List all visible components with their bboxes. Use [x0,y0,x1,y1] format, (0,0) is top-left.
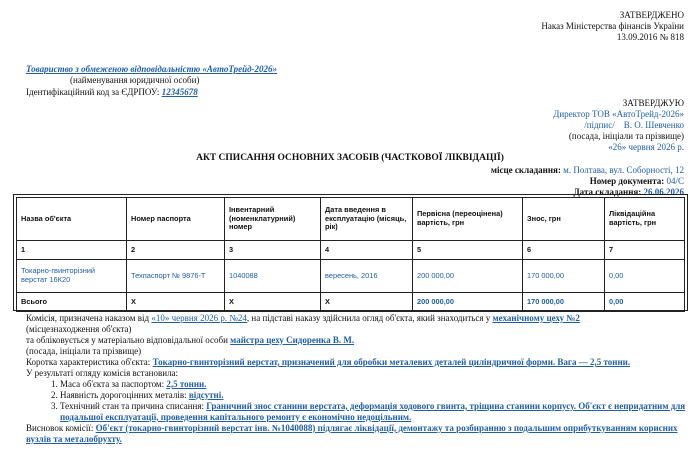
col-number: 4 [321,241,413,260]
approved-order-date: 13.09.2016 № 818 [616,31,684,42]
confirm-block [424,98,684,153]
edrpou-value: 12345678 [161,86,198,97]
finding-value: 2,5 тонни. [166,378,207,389]
confirm-heading: ЗАТВЕРДЖУЮ [622,98,684,108]
confirm-signature-line [424,120,684,131]
confirm-position: Директор ТОВ «АвтоТрейд-2026» [553,108,684,119]
meta-docnum [424,176,684,187]
col-number: 2 [127,241,225,260]
cell-passport: Техпаспорт № 9876-Т [127,260,225,293]
total-inventory: Х [225,293,321,312]
total-liquidation: 0,00 [605,293,685,312]
approved-heading: ЗАТВЕРДЖЕНО [619,10,684,20]
col-number: 5 [413,241,523,260]
characteristic-line [26,357,686,368]
finding-value: відсутні. [188,389,224,400]
table-total-row [17,293,685,312]
organization-name-caption: (найменування юридичної особи) [70,75,200,86]
location-caption: (місцезнаходження об'єкта) [26,323,132,334]
cell-inventory: 1040088 [225,260,321,293]
total-passport: Х [127,293,225,312]
edrpou-label: Ідентифікаційний код за ЄДРПОУ: [26,86,160,97]
meta-place [424,165,684,176]
person-caption: (посада, ініціали та прізвище) [26,345,142,356]
organization-block [26,64,386,98]
conclusion-line [26,423,686,445]
confirm-signer: В. О. Шевченко [623,119,684,130]
header-object-name: Назва об'єкта [17,198,127,241]
list-item [60,401,686,423]
cell-commission-date: вересень, 2016 [321,260,413,293]
meta-date-label: Дата складання: [573,186,642,197]
total-initial-value: 200 000,00 [413,293,523,312]
cell-liquidation: 0,00 [605,260,685,293]
header-inventory: Інвентарний (номенклатурний) номер [225,198,321,241]
header-passport: Номер паспорта [127,198,225,241]
assets-table [16,197,685,312]
findings-list [26,379,686,423]
total-label: Всього [17,293,127,312]
table-row [17,260,685,293]
cell-depreciation: 170 000,00 [523,260,605,293]
meta-docnum-label: Номер документа: [589,175,665,186]
conclusion-label: Висновок комісії: [26,422,94,433]
characteristic-label: Коротка характеристика об'єкта: [26,356,151,367]
list-item [60,390,686,401]
meta-place-value: м. Полтава, вул. Соборності, 12 [563,165,684,175]
meta-place-label: місце складання: [490,165,561,175]
edrpou-line [26,87,386,98]
confirm-date: «26» червня 2026 р. [608,141,684,152]
responsible-label: та обліковується у матеріально відповідальної особи [26,334,228,345]
responsible-line [26,335,686,346]
meta-date-value: 26.06.2026 [643,186,684,197]
characteristic-value: Токарно-гвинторізний верстат, призначений для обробки металевих деталей циліндричної форми. Вага — 2,5 тонни. [152,356,631,367]
header-commission-date: Дата введення в експлуатацію (місяць, рік) [321,198,413,241]
findings-intro: У результаті огляду комісія встановила: [26,367,179,378]
document-title: АКТ СПИСАННЯ ОСНОВНИХ ЗАСОБІВ (ЧАСТКОВОЇ ЛІКВІДАЦІЇ) [196,153,504,163]
col-number: 3 [225,241,321,260]
list-item [60,379,686,390]
commission-line [26,313,686,324]
document-meta [424,165,684,197]
act-body [26,313,686,445]
conclusion-value: Об'єкт (токарно-гвинторізний верстат інв. №1040088) підлягає ліквідації, демонтажу та розбиранню з подальшим оприбуткуванням корисних вузлів та металобрухту. [26,422,678,444]
header-initial-value: Первісна (переоцінена) вартість, грн [413,198,523,241]
approved-block [424,10,684,42]
table-number-row [17,241,685,260]
col-number: 1 [17,241,127,260]
finding-label: Наявність дорогоцінних металів: [60,389,187,400]
approved-order-line: Наказ Міністерства фінансів України [541,20,684,31]
finding-label: Технічний стан та причина списання: [60,400,204,411]
commission-order-date: «10» червня 2026 р. №24 [151,313,247,323]
organization-name: Товариство з обмеженою відповідальністю «АвтоТрейд-2026» [26,64,278,74]
confirm-signature: /підпис/ [584,119,615,130]
header-liquidation: Ліквідаційна вартість, грн [605,198,685,241]
confirm-caption: (посада, ініціали та прізвище) [568,130,684,141]
table-header-row [17,198,685,241]
col-number: 6 [523,241,605,260]
finding-value: Граничний знос станини верстата, деформація ходового гвинта, тріщина станини корпусу. Об'єкт є непридатним для подальшої експлуатації, проведення капітального ремонту є економічно недоцільним. [60,400,686,422]
commission-text-b: , на підставі наказу здійснила огляд об'єкта, який знаходиться у [246,313,491,323]
total-depreciation: 170 000,00 [523,293,605,312]
cell-object-name: Токарно-гвинторізний верстат 16К20 [17,260,127,293]
responsible-person: майстра цеху Сидоренка В. М. [230,334,355,345]
cell-initial-value: 200 000,00 [413,260,523,293]
commission-text-a: Комісія, призначена наказом від [26,313,150,323]
finding-label: Маса об'єкта за паспортом: [60,378,165,389]
total-date: Х [321,293,413,312]
col-number: 7 [605,241,685,260]
meta-docnum-value: 04/С [666,175,684,186]
object-location: механічному цеху №2 [492,313,580,323]
header-depreciation: Знос, грн [523,198,605,241]
